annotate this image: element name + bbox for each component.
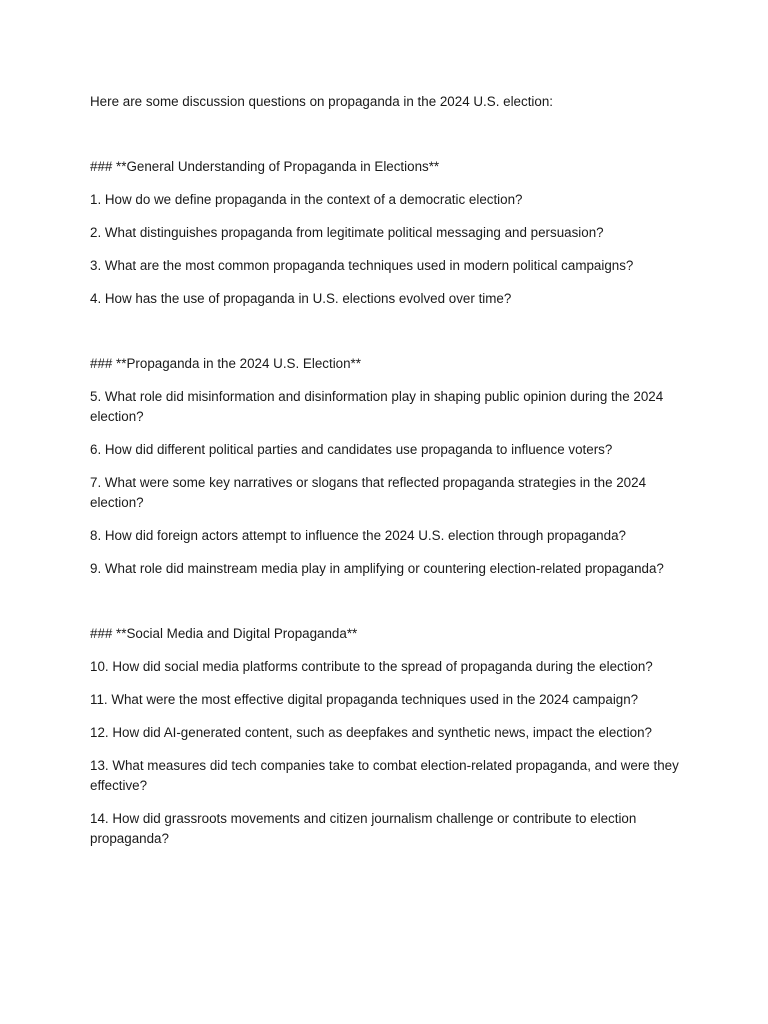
question-item: 14. How did grassroots movements and citizen journalism challenge or contribute to election propaganda? <box>90 811 637 846</box>
question-item: 10. How did social media platforms contribute to the spread of propaganda during the election? <box>90 659 653 674</box>
question-item: 8. How did foreign actors attempt to influence the 2024 U.S. election through propaganda? <box>90 528 626 543</box>
section-heading: ### **Social Media and Digital Propaganda** <box>90 626 358 641</box>
question-item: 3. What are the most common propaganda techniques used in modern political campaigns? <box>90 258 634 273</box>
document-page <box>90 92 690 849</box>
question-item: 13. What measures did tech companies take to combat election-related propaganda, and were they effective? <box>90 758 679 793</box>
question-item: 1. How do we define propaganda in the context of a democratic election? <box>90 192 523 207</box>
question-item: 5. What role did misinformation and disinformation play in shaping public opinion during the 2024 election? <box>90 389 664 424</box>
section-heading: ### **Propaganda in the 2024 U.S. Election** <box>90 356 361 371</box>
section-general-understanding <box>90 157 690 309</box>
question-item: 11. What were the most effective digital propaganda techniques used in the 2024 campaign? <box>90 692 639 707</box>
section-heading: ### **General Understanding of Propaganda in Elections** <box>90 159 440 174</box>
question-item: 4. How has the use of propaganda in U.S. elections evolved over time? <box>90 291 512 306</box>
question-item: 7. What were some key narratives or slogans that reflected propaganda strategies in the 2024 election? <box>90 475 647 510</box>
question-item: 9. What role did mainstream media play in amplifying or countering election-related propaganda? <box>90 561 664 576</box>
question-item: 12. How did AI-generated content, such as deepfakes and synthetic news, impact the election? <box>90 725 653 740</box>
question-item: 6. How did different political parties and candidates use propaganda to influence voters? <box>90 442 613 457</box>
intro-text: Here are some discussion questions on propaganda in the 2024 U.S. election: <box>90 94 554 109</box>
section-2024-election <box>90 354 690 579</box>
question-item: 2. What distinguishes propaganda from legitimate political messaging and persuasion? <box>90 225 604 240</box>
section-social-media <box>90 624 690 849</box>
